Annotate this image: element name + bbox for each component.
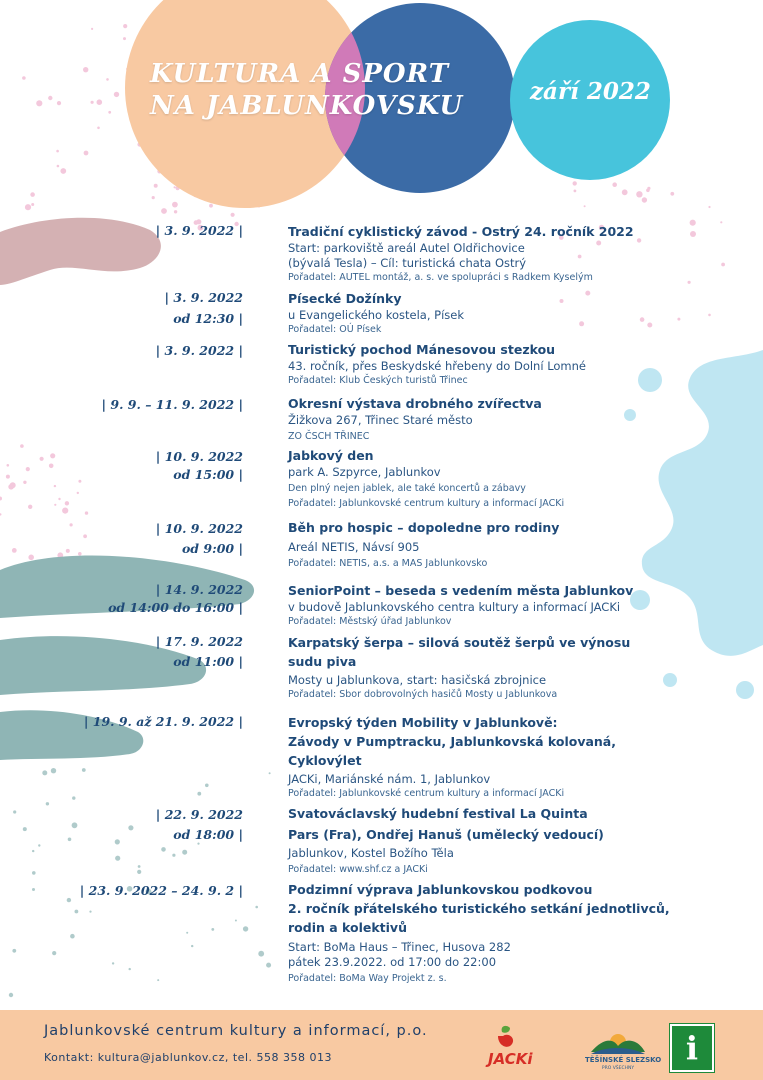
event-date: | 3. 9. 2022 | xyxy=(155,343,243,358)
event-detail: Jablunkov, Kostel Božího Těla xyxy=(288,846,454,860)
event-title: Tradiční cyklistický závod - Ostrý 24. ročník 2022 xyxy=(288,224,634,239)
event-organizer: Pořadatel: AUTEL montáž, a. s. ve spolupráci s Radkem Kyselým xyxy=(288,272,593,283)
event-organizer: Pořadatel: BoMa Way Projekt z. s. xyxy=(288,973,447,984)
event-info xyxy=(288,804,758,876)
event-organizer: Pořadatel: Klub Českých turistů Třinec xyxy=(288,375,468,386)
event-title: Závody v Pumptracku, Jablunkovská kolovaná, xyxy=(288,734,616,749)
apple-icon xyxy=(486,1022,544,1052)
jacki-logo xyxy=(486,1022,544,1072)
title-line-1: KULTURA A SPORT xyxy=(150,59,450,89)
event-detail: Start: parkoviště areál Autel Oldřichovice xyxy=(288,241,525,255)
tesinske-slezsko-logo xyxy=(585,1024,662,1076)
organization-name: Jablunkovské centrum kultury a informací, p.o. xyxy=(44,1023,428,1039)
event-title: sudu piva xyxy=(288,654,357,669)
event-detail: pátek 23.9.2022. od 17:00 do 22:00 xyxy=(288,955,497,969)
event-info xyxy=(288,880,758,985)
event-title: Cyklovýlet xyxy=(288,753,362,768)
event-detail: v budově Jablunkovského centra kultury a informací JACKi xyxy=(288,600,621,614)
event-organizer: ZO ČSCH TŘINEC xyxy=(288,431,370,442)
event-organizer: Pořadatel: Jablunkovské centrum kultury a informací JACKi xyxy=(288,498,565,509)
event-title: Svatováclavský hudební festival La Quinta xyxy=(288,806,588,821)
event-date: | 22. 9. 2022 od 18:00 | xyxy=(155,807,243,842)
event-info xyxy=(288,394,758,443)
event-info xyxy=(288,446,758,510)
event-detail: Areál NETIS, Návsí 905 xyxy=(288,540,420,554)
event-date: | 3. 9. 2022 od 12:30 | xyxy=(164,290,243,326)
event-organizer: Pořadatel: Jablunkovské centrum kultury a informací JACKi xyxy=(288,788,565,799)
event-title: Písecké Dožínky xyxy=(288,291,402,306)
event-detail: 43. ročník, přes Beskydské hřebeny do Dolní Lomné xyxy=(288,359,587,373)
event-date: | 19. 9. až 21. 9. 2022 | xyxy=(83,714,243,729)
event-title: Evropský týden Mobility v Jablunkově: xyxy=(288,715,558,730)
event-detail: Start: BoMa Haus – Třinec, Husova 282 xyxy=(288,940,511,954)
event-organizer: Pořadatel: www.shf.cz a JACKi xyxy=(288,864,428,875)
event-date: | 9. 9. – 11. 9. 2022 | xyxy=(101,397,243,412)
info-icon: i xyxy=(670,1024,714,1072)
event-detail: u Evangelického kostela, Písek xyxy=(288,308,465,322)
event-organizer: Pořadatel: Městský úřad Jablunkov xyxy=(288,616,452,627)
footer xyxy=(0,1010,763,1080)
jacki-logo-text: JACKi xyxy=(488,1050,533,1068)
event-detail: JACKi, Mariánské nám. 1, Jablunkov xyxy=(288,772,491,786)
event-title: Běh pro hospic – dopoledne pro rodiny xyxy=(288,520,560,535)
event-organizer: Den plný nejen jablek, ale také koncertů a zábavy xyxy=(288,483,526,494)
event-title: SeniorPoint – beseda s vedením města Jablunkov xyxy=(288,583,634,598)
event-title: Pars (Fra), Ondřej Hanuš (umělecký vedoucí) xyxy=(288,827,604,842)
event-title: Jabkový den xyxy=(288,448,374,463)
event-date: | 10. 9. 2022 od 15:00 | xyxy=(155,449,243,482)
event-info xyxy=(288,713,758,800)
title-line-2: NA JABLUNKOVSKU xyxy=(150,91,464,121)
event-organizer: Pořadatel: Sbor dobrovolných hasičů Mosty u Jablunkova xyxy=(288,689,558,700)
event-title: Turistický pochod Mánesovou stezkou xyxy=(288,342,556,357)
event-info xyxy=(288,289,758,336)
event-title: Okresní výstava drobného zvířectva xyxy=(288,396,542,411)
event-info xyxy=(288,518,758,570)
event-detail: Mosty u Jablunkova, start: hasičská zbrojnice xyxy=(288,673,547,687)
event-date: | 10. 9. 2022 od 9:00 | xyxy=(155,521,243,556)
event-title: Karpatský šerpa – silová soutěž šerpů ve výnosu xyxy=(288,635,631,650)
event-title: Podzimní výprava Jablunkovskou podkovou xyxy=(288,882,593,897)
event-info xyxy=(288,581,758,628)
event-info xyxy=(288,222,758,284)
event-title: 2. ročník přátelského turistického setkání jednotlivců, xyxy=(288,901,670,916)
event-date: | 3. 9. 2022 | xyxy=(155,223,243,238)
event-date: | 23. 9. 2022 – 24. 9. 2 | xyxy=(79,883,243,898)
event-date: | 17. 9. 2022 od 11:00 | xyxy=(155,634,243,669)
event-date: | 14. 9. 2022 od 14:00 do 16:00 | xyxy=(108,582,243,615)
tesinske-slezsko-text: TĚŠÍNSKÉ SLEZSKO xyxy=(585,1056,662,1064)
event-info xyxy=(288,340,758,387)
tesinske-slezsko-subtext: PRO VŠECHNY xyxy=(601,1066,635,1071)
contact-info: Kontakt: kultura@jablunkov.cz, tel. 558 358 013 xyxy=(44,1051,332,1064)
event-title: rodin a kolektivů xyxy=(288,920,407,935)
event-detail: park A. Szpyrce, Jablunkov xyxy=(288,465,441,479)
event-organizer: Pořadatel: NETIS, a.s. a MAS Jablunkovsko xyxy=(288,558,488,569)
hills-sun-icon xyxy=(585,1024,651,1056)
month-label: září 2022 xyxy=(530,78,651,105)
event-organizer: Pořadatel: OÚ Písek xyxy=(288,324,382,335)
event-detail: Žižkova 267, Třinec Staré město xyxy=(288,413,473,427)
event-detail: (bývalá Tesla) – Cíl: turistická chata Ostrý xyxy=(288,256,527,270)
event-info xyxy=(288,633,758,701)
